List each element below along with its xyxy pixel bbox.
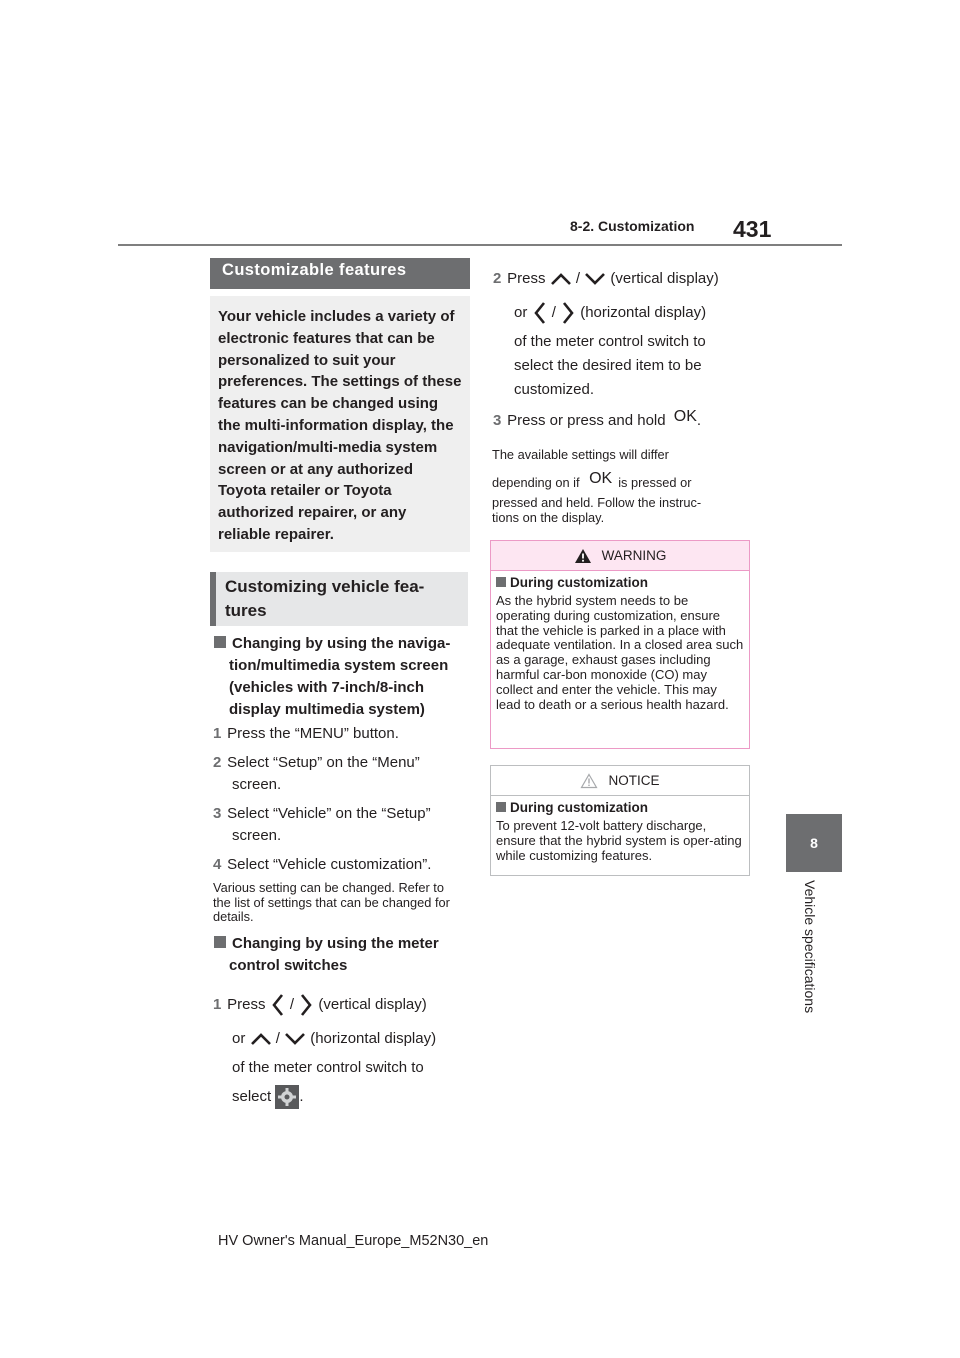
warning-triangle-icon <box>574 548 592 564</box>
heading-line-1: Customizing vehicle fea- <box>225 577 425 596</box>
warning-label: WARNING <box>601 548 667 563</box>
step-4: 4 Select “Vehicle customization”. <box>213 855 432 873</box>
notice-title: During customization <box>491 796 749 817</box>
heading-customizable-features: Customizable features <box>210 258 470 289</box>
chevron-right-icon <box>298 993 314 1017</box>
square-bullet-icon <box>214 636 226 648</box>
page-number: 431 <box>733 216 772 242</box>
chevron-down-icon <box>284 1032 306 1046</box>
notice-box <box>490 765 750 876</box>
warning-title: During customization <box>491 571 749 592</box>
warning-text: As the hybrid system needs to be operating during customization, ensure that the vehicle is parked in a place with adequate ventilation. In a closed area such as a garage, exhaust gases including harmful car-bon monoxide (CO) may collect and enter the vehicle. This may lead to death or a serious health hazard. <box>496 593 744 712</box>
header-rule <box>118 244 842 246</box>
subheading-line-2: control switches <box>229 957 348 974</box>
chapter-number: 8 <box>810 835 818 851</box>
step-meter-1: 1 Press / (vertical display) or / (horizontal display) of the meter control switch to select . <box>213 988 469 1114</box>
intro-box: Your vehicle includes a variety of electronic features that can be personalized to suit your preferences. The settings of these features can be changed using the multi-information display, the navigation/multi-media system screen or at any authorized Toyota retailer or Toyota authorized repairer, or any reliable repairer. <box>210 296 470 552</box>
settings-gear-icon <box>275 1085 299 1109</box>
ok-button-glyph: OK <box>673 408 697 425</box>
chapter-title: Vehicle specifications <box>802 880 818 1014</box>
note-various-settings: Various setting can be changed. Refer to the list of settings that can be changed for details. <box>213 880 450 924</box>
chevron-up-icon <box>250 1032 272 1046</box>
heading-customizing-vehicle-features <box>210 572 468 626</box>
section-title: 8-2. Customization <box>570 218 695 234</box>
footer-manual-id: HV Owner's Manual_Europe_M52N30_en <box>218 1233 489 1249</box>
subheading-line-1: Changing by using the naviga- <box>232 635 451 652</box>
square-bullet-icon <box>496 802 506 812</box>
chevron-right-icon <box>560 301 576 325</box>
notice-text: To prevent 12-volt battery discharge, ensure that the hybrid system is oper-ating while customizing features. <box>496 818 742 863</box>
notice-label: NOTICE <box>608 773 660 788</box>
steps-navigation <box>213 723 469 876</box>
caution-outline-triangle-icon <box>580 773 598 789</box>
step-meter-2: 2 Press / (vertical display) or / (horizontal display) of the meter control switch to select the desired item to be customized. <box>493 270 719 398</box>
step-3-ok: 3 Press or press and hold OK. <box>493 408 702 429</box>
note-available-settings: The available settings will differ depending on if OK is pressed or pressed and held. Follow the instruc- tions on the display. <box>492 447 702 525</box>
chevron-down-icon <box>584 272 606 286</box>
step-3: 3 Select “Vehicle” on the “Setup” screen. <box>213 804 431 844</box>
step-1: 1 Press the “MENU” button. <box>213 725 399 742</box>
square-bullet-icon <box>214 936 226 948</box>
subheading-line-2: tion/multimedia system screen <box>229 657 449 674</box>
subheading-line-1: Changing by using the meter <box>232 935 439 952</box>
chevron-left-icon <box>270 993 286 1017</box>
subheading-line-3: (vehicles with 7-inch/8-inch <box>229 679 425 696</box>
chapter-title-vertical <box>800 880 820 1040</box>
subheading-navigation <box>214 633 470 721</box>
step-2: 2 Select “Setup” on the “Menu” screen. <box>213 753 420 793</box>
warning-box <box>490 540 750 749</box>
subheading-line-4: display multimedia system) <box>229 701 425 718</box>
chevron-up-icon <box>550 272 572 286</box>
square-bullet-icon <box>496 577 506 587</box>
ok-button-glyph: OK <box>589 469 613 487</box>
chapter-tab <box>786 814 842 872</box>
subheading-meter <box>214 933 470 977</box>
warning-header <box>491 541 749 571</box>
heading-line-2: tures <box>225 601 267 620</box>
chevron-left-icon <box>532 301 548 325</box>
notice-header <box>491 766 749 796</box>
